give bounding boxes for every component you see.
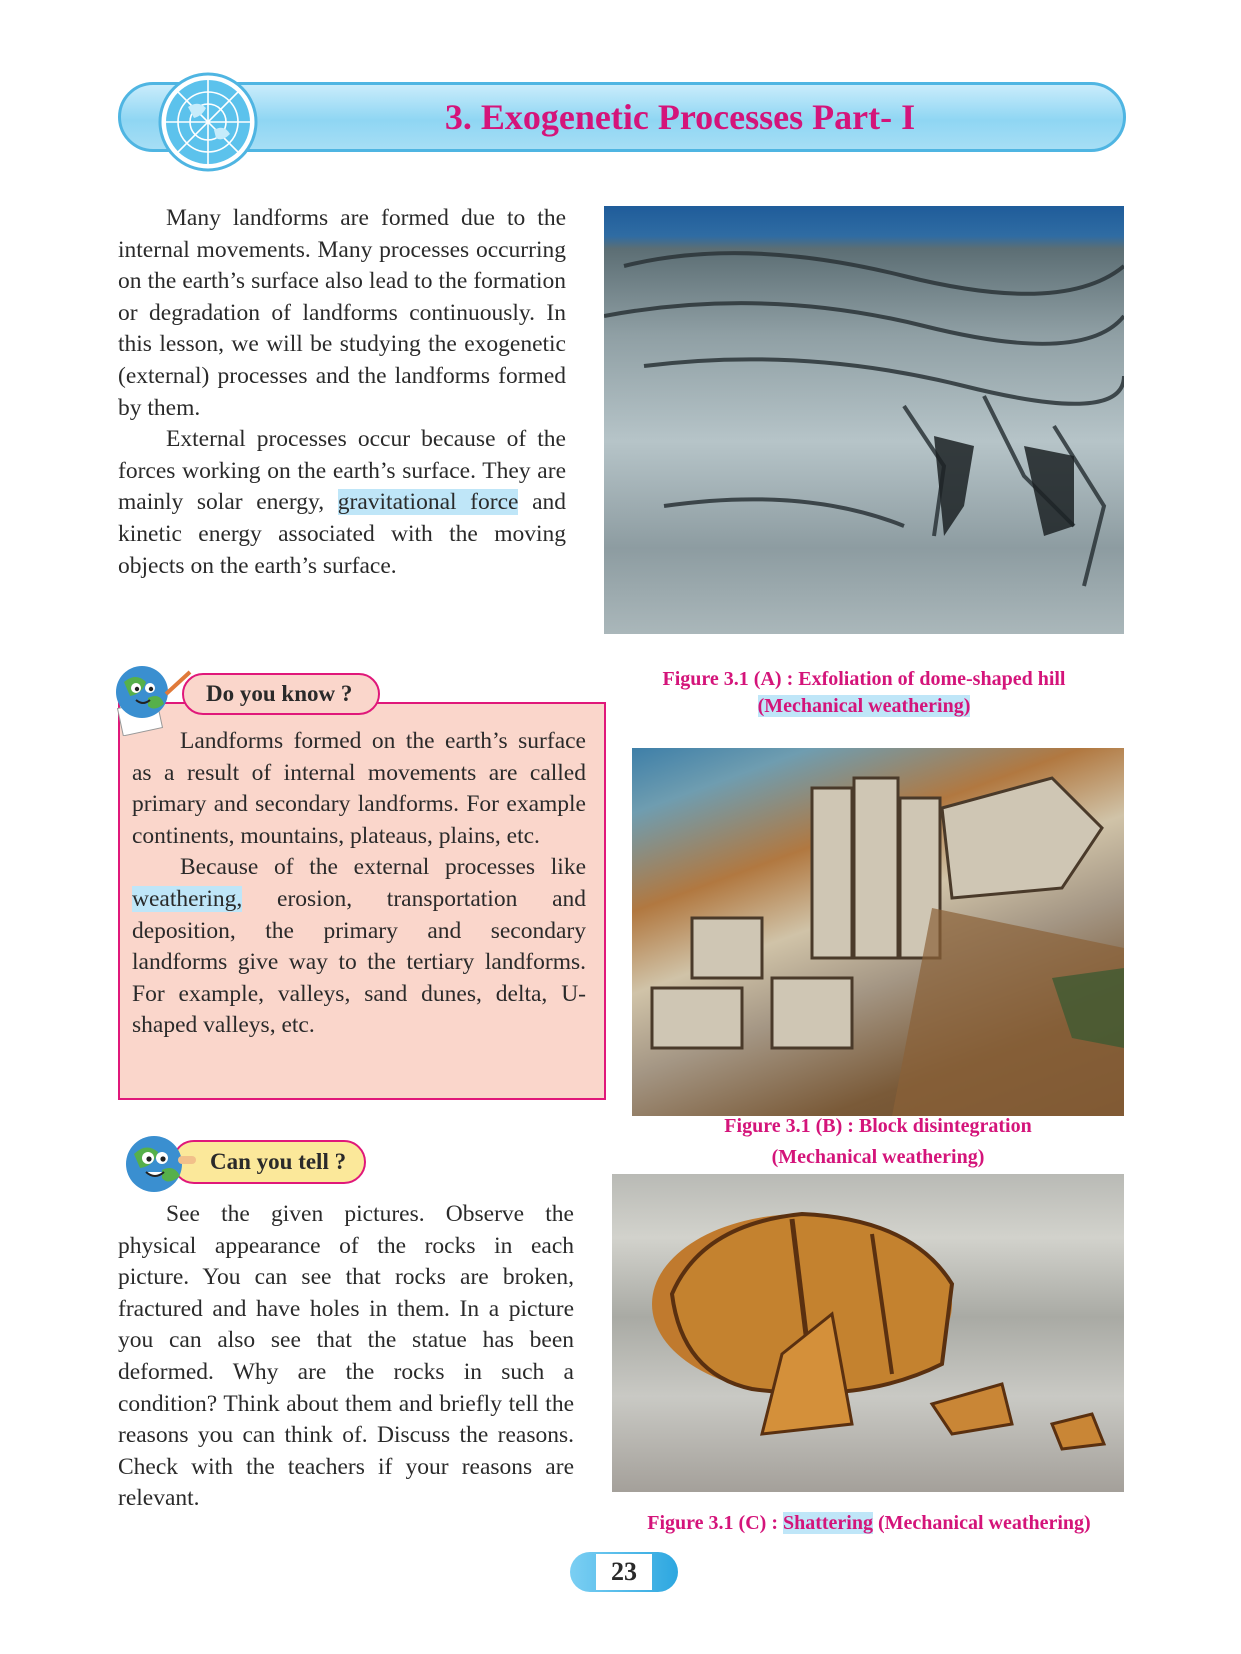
intro-paragraph-1: Many landforms are formed due to the internal movements. Many processes occurring on the earth’s surface also lead to the formation or degradation of landforms continuously. In this lesson, we will be studying the exogenetic (external) processes and the landforms formed by them.: [118, 205, 566, 421]
figure-b-caption: Figure 3.1 (B) : Block disintegration: [724, 1115, 1032, 1137]
globe-mascot-icon: [118, 1126, 198, 1202]
can-you-tell-text: [118, 1199, 574, 1515]
do-you-know-text: [132, 726, 586, 1042]
figure-c-caption: Figure 3.1 (C) : Shattering (Mechanical weathering): [647, 1512, 1091, 1534]
globe-mascot-icon: [106, 660, 196, 736]
do-you-know-label: Do you know ?: [206, 681, 353, 706]
can-you-tell-paragraph: See the given pictures. Observe the physical appearance of the rocks in each picture. You can see that rocks are broken, fractured and have holes in them. In a picture you can also see that the statue has been deformed. Why are the rocks in such a condition? Think about them and briefly tell the reasons you can think of. Discuss the reasons. Check with the teachers if your reasons are relevant.: [118, 1201, 574, 1512]
figure-a-exfoliation-photo: [604, 206, 1124, 634]
figure-b-block-disintegration-photo: [632, 748, 1124, 1116]
page-title: 3. Exogenetic Processes Part- I: [444, 97, 916, 137]
figure-a-caption: Figure 3.1 (A) : Exfoliation of dome-shaped hill: [662, 668, 1066, 690]
figure-b-caption-sub: (Mechanical weathering): [771, 1146, 985, 1168]
figure-c-shattering-photo: [612, 1174, 1124, 1492]
figure-a-caption-sub: (Mechanical weathering): [757, 695, 971, 717]
page-number: 23: [611, 1557, 637, 1586]
intro-text: [118, 203, 566, 582]
highlight-weathering: weathering,: [132, 885, 243, 912]
do-you-know-paragraph-1: Landforms formed on the earth’s surface as a result of internal movements are called primary and secondary landforms. For example continents, mountains, plateaus, plains, etc.: [132, 728, 586, 849]
intro-paragraph-2: External processes occur because of the forces working on the earth’s surface. They are mainly solar energy, gravitational force and kinetic energy associated with the moving objects on the earth’s surface.: [118, 426, 567, 579]
do-you-know-paragraph-2: Because of the external processes like weathering, erosion, transportation and deposition, the primary and secondary landforms give way to the tertiary landforms. For example, valleys, sand dunes, delta, U-shaped valleys, etc.: [132, 854, 586, 1039]
highlight-shattering: Shattering: [782, 1512, 873, 1534]
can-you-tell-label: Can you tell ?: [210, 1149, 347, 1174]
highlight-gravitational-force: gravitational force: [337, 489, 519, 516]
